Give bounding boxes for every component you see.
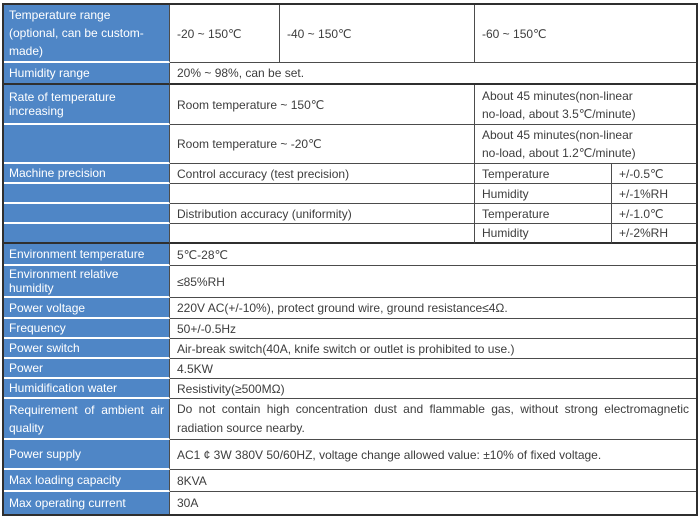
spec-value-max-operating-current: 30A	[170, 492, 696, 514]
spec-label-machine-precision: Machine precision	[4, 164, 170, 184]
label-line: (optional, can be custom-made)	[9, 26, 144, 58]
value-line: About 45 minutes(non-linear	[482, 88, 633, 103]
spec-value-rate-heating-range: Room temperature ~ 150℃	[170, 85, 475, 125]
spec-value-humidity-range: 20% ~ 98%, can be set.	[170, 63, 696, 85]
spec-label-environment-temperature: Environment temperature	[4, 244, 170, 266]
row-environment-temperature	[4, 244, 696, 266]
spec-label-power-switch: Power switch	[4, 339, 170, 359]
spec-param-temperature: Temperature	[475, 164, 612, 184]
spec-value-control-accuracy: Control accuracy (test precision)	[170, 164, 475, 184]
row-power-voltage	[4, 298, 696, 319]
spec-param-humidity: Humidity	[475, 184, 612, 204]
spec-value-control-temp: +/-0.5℃	[612, 164, 696, 184]
row-machine-precision-4	[4, 224, 696, 244]
spec-label-humidification-water: Humidification water	[4, 379, 170, 399]
row-machine-precision-3	[4, 204, 696, 224]
spec-label-max-operating-current: Max operating current	[4, 492, 170, 514]
spec-label-humidity-range: Humidity range	[4, 63, 170, 85]
spec-value-empty	[170, 224, 475, 244]
row-power-switch	[4, 339, 696, 359]
row-temperature-range	[4, 5, 696, 63]
spec-label-empty	[4, 125, 170, 164]
row-power	[4, 359, 696, 379]
spec-value-rate-heating-time	[475, 85, 696, 125]
row-environment-relative-humidity	[4, 266, 696, 298]
spec-value-control-humidity: +/-1%RH	[612, 184, 696, 204]
row-rate-cooling	[4, 125, 696, 164]
spec-value-rate-cooling-range: Room temperature ~ -20℃	[170, 125, 475, 164]
spec-value-rate-cooling-time	[475, 125, 696, 164]
row-max-operating-current	[4, 492, 696, 514]
row-frequency	[4, 319, 696, 339]
row-humidity-range	[4, 63, 696, 85]
spec-label-ambient-air-quality: Requirement of ambient air quality	[4, 399, 170, 440]
row-machine-precision-1	[4, 164, 696, 184]
spec-label-temperature-range	[4, 5, 170, 63]
spec-value-frequency: 50+/-0.5Hz	[170, 319, 696, 339]
spec-table	[2, 3, 698, 516]
spec-value-humidification-water: Resistivity(≥500MΩ)	[170, 379, 696, 399]
spec-value-distribution-humidity: +/-2%RH	[612, 224, 696, 244]
spec-value-power: 4.5KW	[170, 359, 696, 379]
spec-label-power-voltage: Power voltage	[4, 298, 170, 319]
row-max-loading-capacity	[4, 470, 696, 492]
spec-value-temp-range-2: -40 ~ 150℃	[280, 5, 475, 63]
value-line: About 45 minutes(non-linear	[482, 128, 633, 142]
spec-label-environment-relative-humidity: Environment relative humidity	[4, 266, 170, 298]
spec-label-empty	[4, 184, 170, 204]
spec-label-frequency: Frequency	[4, 319, 170, 339]
spec-value-power-switch: Air-break switch(40A, knife switch or outlet is prohibited to use.)	[170, 339, 696, 359]
spec-label-empty	[4, 224, 170, 244]
spec-value-distribution-temp: +/-1.0℃	[612, 204, 696, 224]
spec-value-power-voltage: 220V AC(+/-10%), protect ground wire, ground resistance≤4Ω.	[170, 298, 696, 319]
spec-value-environment-temperature: 5℃-28℃	[170, 244, 696, 266]
label-line: Temperature range	[9, 8, 111, 22]
spec-label-power: Power	[4, 359, 170, 379]
spec-label-empty	[4, 204, 170, 224]
spec-value-distribution-accuracy: Distribution accuracy (uniformity)	[170, 204, 475, 224]
spec-value-empty	[170, 184, 475, 204]
row-machine-precision-2	[4, 184, 696, 204]
row-power-supply	[4, 440, 696, 470]
spec-value-power-supply: AC1 ¢ 3W 380V 50/60HZ, voltage change allowed value: ±10% of fixed voltage.	[170, 440, 696, 470]
value-line: no-load, about 3.5℃/minute)	[482, 106, 636, 121]
spec-value-temp-range-1: -20 ~ 150℃	[170, 5, 280, 63]
value-line: no-load, about 1.2℃/minute)	[482, 146, 636, 160]
spec-label-max-loading-capacity: Max loading capacity	[4, 470, 170, 492]
spec-param-humidity: Humidity	[475, 224, 612, 244]
spec-value-environment-relative-humidity: ≤85%RH	[170, 266, 696, 298]
row-rate-heating	[4, 85, 696, 125]
spec-value-max-loading-capacity: 8KVA	[170, 470, 696, 492]
row-ambient-air-quality	[4, 399, 696, 440]
spec-label-power-supply: Power supply	[4, 440, 170, 470]
spec-value-ambient-air-quality: Do not contain high concentration dust and flammable gas, without strong electromagnetic radiation source nearby.	[170, 399, 696, 440]
spec-value-temp-range-3: -60 ~ 150℃	[475, 5, 696, 63]
row-humidification-water	[4, 379, 696, 399]
spec-label-rate-increasing: Rate of temperature increasing	[4, 85, 170, 125]
spec-param-temperature: Temperature	[475, 204, 612, 224]
